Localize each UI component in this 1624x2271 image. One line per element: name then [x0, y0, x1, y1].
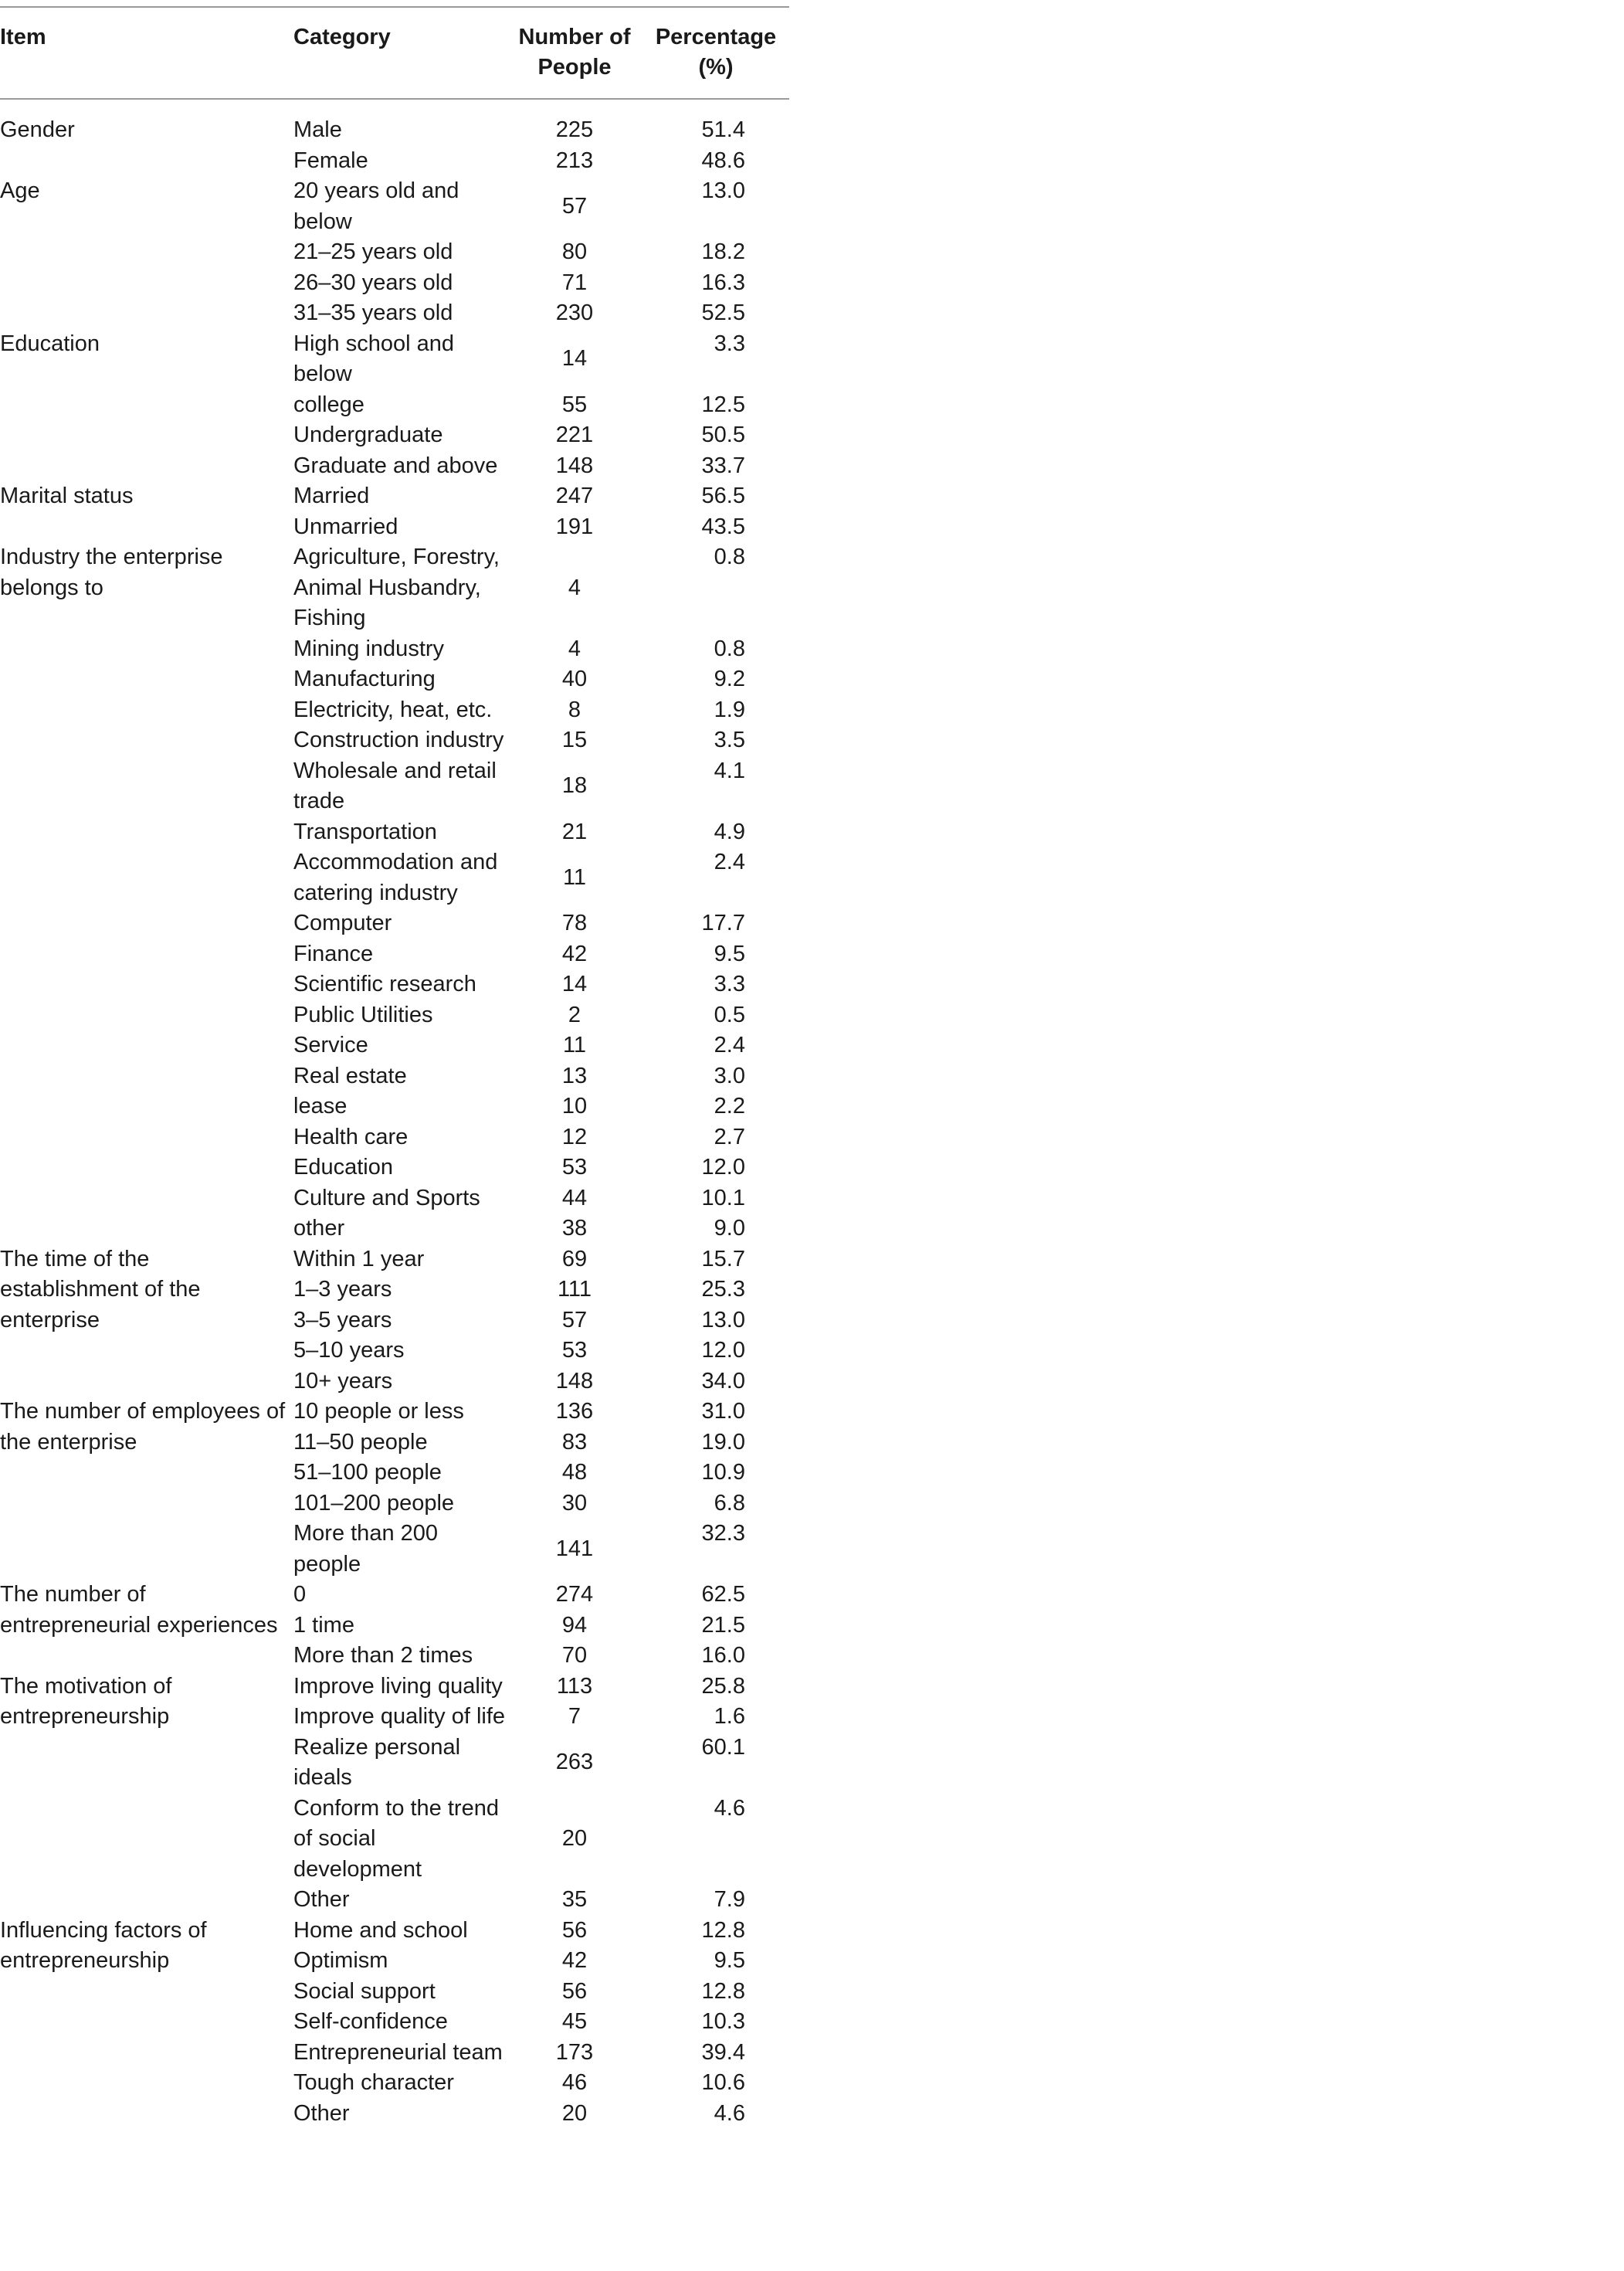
demographics-table — [0, 6, 789, 2130]
percentage-cell: 16.3 — [701, 270, 745, 295]
category-cell: Improve quality of life — [293, 1704, 506, 1729]
number-cell: 148 — [555, 1368, 594, 1393]
category-cell: 31–35 years old — [293, 300, 453, 325]
number-cell: 2 — [568, 1002, 581, 1027]
header-item: Item — [0, 25, 46, 49]
category-cell: Electricity, heat, etc. — [293, 697, 493, 722]
number-cell: 38 — [561, 1216, 588, 1241]
percentage-cell: 0.8 — [714, 636, 745, 661]
percentage-cell: 3.5 — [714, 728, 745, 752]
percentage-cell: 13.0 — [701, 1307, 745, 1332]
category-cell: Accommodation and catering industry — [293, 850, 498, 905]
number-cell: 70 — [561, 1643, 588, 1668]
percentage-cell: 62.5 — [701, 1582, 745, 1607]
category-cell: Social support — [293, 1978, 436, 2004]
number-cell: 247 — [555, 484, 594, 508]
number-cell: 40 — [561, 667, 588, 691]
number-cell: 274 — [555, 1582, 594, 1607]
number-cell: 11 — [562, 1033, 587, 1057]
item-label: Influencing factors of entrepreneurship — [0, 1917, 207, 1973]
number-cell: 42 — [561, 1948, 588, 1973]
header-category: Category — [293, 25, 391, 49]
percentage-cell: 1.9 — [714, 697, 745, 722]
category-cell: Other — [293, 2100, 350, 2126]
category-cell: college — [293, 392, 364, 417]
percentage-cell: 19.0 — [701, 1429, 745, 1455]
percentage-cell: 0.8 — [714, 545, 745, 569]
number-cell: 12 — [561, 1124, 588, 1149]
category-cell: Unmarried — [293, 514, 398, 539]
percentage-cell: 43.5 — [701, 514, 745, 539]
number-cell: 55 — [561, 392, 588, 417]
number-cell: 10 — [561, 1094, 588, 1119]
number-cell: 57 — [561, 1307, 588, 1332]
number-cell: 11 — [562, 864, 587, 890]
category-cell: Conform to the trend of social development — [293, 1795, 499, 1882]
category-cell: 51–100 people — [293, 1460, 442, 1485]
percentage-cell: 0.5 — [714, 1002, 745, 1027]
percentage-cell: 50.5 — [701, 423, 745, 447]
table-row — [0, 542, 789, 634]
number-cell: 44 — [561, 1185, 588, 1210]
percentage-cell: 4.1 — [714, 758, 745, 783]
percentage-cell: 2.7 — [714, 1124, 745, 1149]
table-header — [0, 7, 789, 99]
percentage-cell: 25.8 — [701, 1673, 745, 1699]
percentage-cell: 48.6 — [701, 148, 745, 173]
category-cell: Female — [293, 148, 368, 173]
percentage-cell: 9.5 — [714, 941, 745, 966]
category-cell: Public Utilities — [293, 1002, 433, 1027]
category-cell: Education — [293, 1155, 393, 1180]
number-cell: 113 — [556, 1673, 593, 1699]
number-cell: 53 — [561, 1155, 588, 1180]
category-cell: Tough character — [293, 2070, 454, 2095]
table-row — [0, 1580, 789, 1611]
item-label: Gender — [0, 117, 75, 142]
category-cell: Male — [293, 117, 342, 142]
number-cell: 21 — [561, 819, 588, 844]
table-row — [0, 1672, 789, 1702]
category-cell: other — [293, 1216, 345, 1241]
number-cell: 71 — [561, 270, 588, 295]
percentage-cell: 16.0 — [701, 1643, 745, 1668]
percentage-cell: 6.8 — [714, 1490, 745, 1516]
item-label: Education — [0, 331, 100, 356]
percentage-cell: 10.3 — [701, 2009, 745, 2034]
number-cell: 45 — [561, 2009, 588, 2034]
number-cell: 46 — [561, 2070, 588, 2095]
category-cell: Within 1 year — [293, 1246, 425, 1271]
category-cell: Service — [293, 1033, 368, 1057]
category-cell: Computer — [293, 911, 392, 935]
category-cell: Construction industry — [293, 728, 504, 752]
percentage-cell: 51.4 — [701, 117, 745, 142]
category-cell: More than 2 times — [293, 1643, 473, 1668]
item-label: Age — [0, 178, 40, 203]
category-cell: Health care — [293, 1124, 409, 1149]
percentage-cell: 10.9 — [701, 1460, 745, 1485]
category-cell: 10 people or less — [293, 1399, 464, 1424]
percentage-cell: 39.4 — [701, 2039, 745, 2065]
number-cell: 14 — [561, 972, 588, 996]
category-cell: More than 200 people — [293, 1521, 439, 1577]
number-cell: 15 — [561, 728, 588, 752]
percentage-cell: 52.5 — [701, 300, 745, 325]
category-cell: Wholesale and retail trade — [293, 758, 497, 813]
percentage-cell: 13.0 — [701, 178, 745, 203]
number-cell: 56 — [561, 1978, 588, 2004]
item-label: The motivation of entrepreneurship — [0, 1673, 172, 1729]
category-cell: 5–10 years — [293, 1338, 405, 1363]
percentage-cell: 4.6 — [714, 1795, 745, 1821]
number-cell: 8 — [568, 697, 581, 722]
table-row — [0, 1397, 789, 1427]
number-cell: 230 — [555, 300, 594, 325]
category-cell: Improve living quality — [293, 1673, 503, 1699]
number-cell: 213 — [555, 148, 594, 173]
percentage-cell: 31.0 — [701, 1399, 745, 1424]
number-cell: 191 — [555, 514, 594, 539]
category-cell: Realize personal ideals — [293, 1734, 461, 1790]
table-row — [0, 481, 789, 512]
item-label: The number of employees of the enterprise — [0, 1399, 286, 1455]
percentage-cell: 3.0 — [714, 1063, 745, 1088]
number-cell: 53 — [561, 1338, 588, 1363]
number-cell: 94 — [561, 1612, 588, 1638]
percentage-cell: 12.8 — [701, 1978, 745, 2004]
number-cell: 78 — [561, 911, 588, 935]
percentage-cell: 12.0 — [701, 1338, 745, 1363]
percentage-cell: 12.0 — [701, 1155, 745, 1180]
category-cell: Home and school — [293, 1917, 468, 1943]
number-cell: 57 — [561, 193, 588, 219]
item-label: Marital status — [0, 484, 134, 508]
number-cell: 30 — [561, 1490, 588, 1516]
percentage-cell: 60.1 — [701, 1734, 745, 1760]
percentage-cell: 2.2 — [714, 1094, 745, 1119]
category-cell: High school and below — [293, 331, 454, 386]
percentage-cell: 3.3 — [714, 972, 745, 996]
category-cell: 10+ years — [293, 1368, 393, 1393]
percentage-cell: 34.0 — [701, 1368, 745, 1393]
percentage-cell: 9.5 — [714, 1948, 745, 1973]
percentage-cell: 2.4 — [714, 1033, 745, 1057]
percentage-cell: 12.5 — [701, 392, 745, 417]
category-cell: Optimism — [293, 1948, 388, 1973]
category-cell: lease — [293, 1094, 348, 1119]
category-cell: 20 years old and below — [293, 178, 459, 234]
number-cell: 111 — [557, 1277, 592, 1302]
number-cell: 173 — [555, 2039, 594, 2065]
table-body — [0, 99, 789, 2130]
category-cell: Transportation — [293, 819, 437, 844]
item-label: The number of entrepreneurial experiences — [0, 1582, 278, 1638]
item-label: Industry the enterprise belongs to — [0, 545, 223, 600]
percentage-cell: 32.3 — [701, 1521, 745, 1546]
percentage-cell: 18.2 — [701, 239, 745, 264]
table-row — [0, 1244, 789, 1275]
percentage-cell: 7.9 — [714, 1887, 745, 1912]
table-row — [0, 1916, 789, 1947]
percentage-cell: 9.0 — [714, 1216, 745, 1241]
number-cell: 56 — [561, 1917, 588, 1943]
category-cell: 1 time — [293, 1612, 354, 1638]
table-row — [0, 99, 789, 146]
category-cell: 1–3 years — [293, 1277, 392, 1302]
number-cell: 35 — [561, 1887, 588, 1912]
category-cell: Married — [293, 484, 370, 508]
category-cell: 101–200 people — [293, 1490, 455, 1516]
number-cell: 20 — [561, 1826, 588, 1851]
category-cell: 0 — [293, 1582, 307, 1607]
category-cell: 3–5 years — [293, 1307, 392, 1332]
percentage-cell: 25.3 — [701, 1277, 745, 1302]
category-cell: Undergraduate — [293, 423, 443, 447]
category-cell: 11–50 people — [293, 1429, 428, 1455]
category-cell: Mining industry — [293, 636, 445, 661]
number-cell: 18 — [561, 773, 588, 799]
number-cell: 225 — [555, 117, 594, 142]
table-row — [0, 176, 789, 237]
header-number-of-people: Number of People — [518, 25, 631, 80]
percentage-cell: 21.5 — [701, 1612, 745, 1638]
number-cell: 4 — [568, 575, 581, 600]
header-row — [0, 7, 789, 99]
category-cell: Manufacturing — [293, 667, 436, 691]
category-cell: Graduate and above — [293, 453, 498, 478]
category-cell: Self-confidence — [293, 2009, 448, 2034]
percentage-cell: 9.2 — [714, 667, 745, 691]
table-row — [0, 329, 789, 390]
category-cell: Other — [293, 1887, 350, 1912]
number-cell: 148 — [555, 453, 594, 478]
percentage-cell: 2.4 — [714, 850, 745, 874]
number-cell: 69 — [561, 1246, 588, 1271]
number-cell: 13 — [561, 1063, 588, 1088]
number-cell: 4 — [568, 636, 581, 661]
category-cell: Agriculture, Forestry, Animal Husbandry, Fishing — [293, 545, 500, 630]
category-cell: Culture and Sports — [293, 1185, 480, 1210]
number-cell: 80 — [561, 239, 588, 264]
category-cell: 26–30 years old — [293, 270, 453, 295]
percentage-cell: 10.1 — [701, 1185, 745, 1210]
header-percentage: Percentage (%) — [655, 25, 777, 80]
category-cell: Real estate — [293, 1063, 407, 1088]
number-cell: 221 — [555, 423, 594, 447]
percentage-cell: 17.7 — [701, 911, 745, 935]
number-cell: 7 — [568, 1704, 581, 1729]
category-cell: Entrepreneurial team — [293, 2039, 503, 2065]
number-cell: 141 — [555, 1536, 594, 1561]
category-cell: Scientific research — [293, 972, 476, 996]
item-label: The time of the establishment of the enterprise — [0, 1246, 201, 1332]
percentage-cell: 15.7 — [701, 1246, 745, 1271]
percentage-cell: 4.6 — [714, 2100, 745, 2126]
percentage-cell: 56.5 — [701, 484, 745, 508]
number-cell: 48 — [561, 1460, 588, 1485]
percentage-cell: 3.3 — [714, 331, 745, 356]
percentage-cell: 4.9 — [714, 819, 745, 844]
category-cell: Finance — [293, 941, 374, 966]
percentage-cell: 10.6 — [701, 2070, 745, 2095]
number-cell: 136 — [555, 1399, 594, 1424]
number-cell: 42 — [561, 941, 588, 966]
percentage-cell: 33.7 — [701, 453, 745, 478]
number-cell: 14 — [561, 346, 588, 372]
percentage-cell: 1.6 — [714, 1704, 745, 1729]
number-cell: 263 — [555, 1750, 594, 1775]
number-cell: 83 — [561, 1429, 588, 1455]
number-cell: 20 — [561, 2100, 588, 2126]
percentage-cell: 12.8 — [701, 1917, 745, 1943]
category-cell: 21–25 years old — [293, 239, 453, 264]
